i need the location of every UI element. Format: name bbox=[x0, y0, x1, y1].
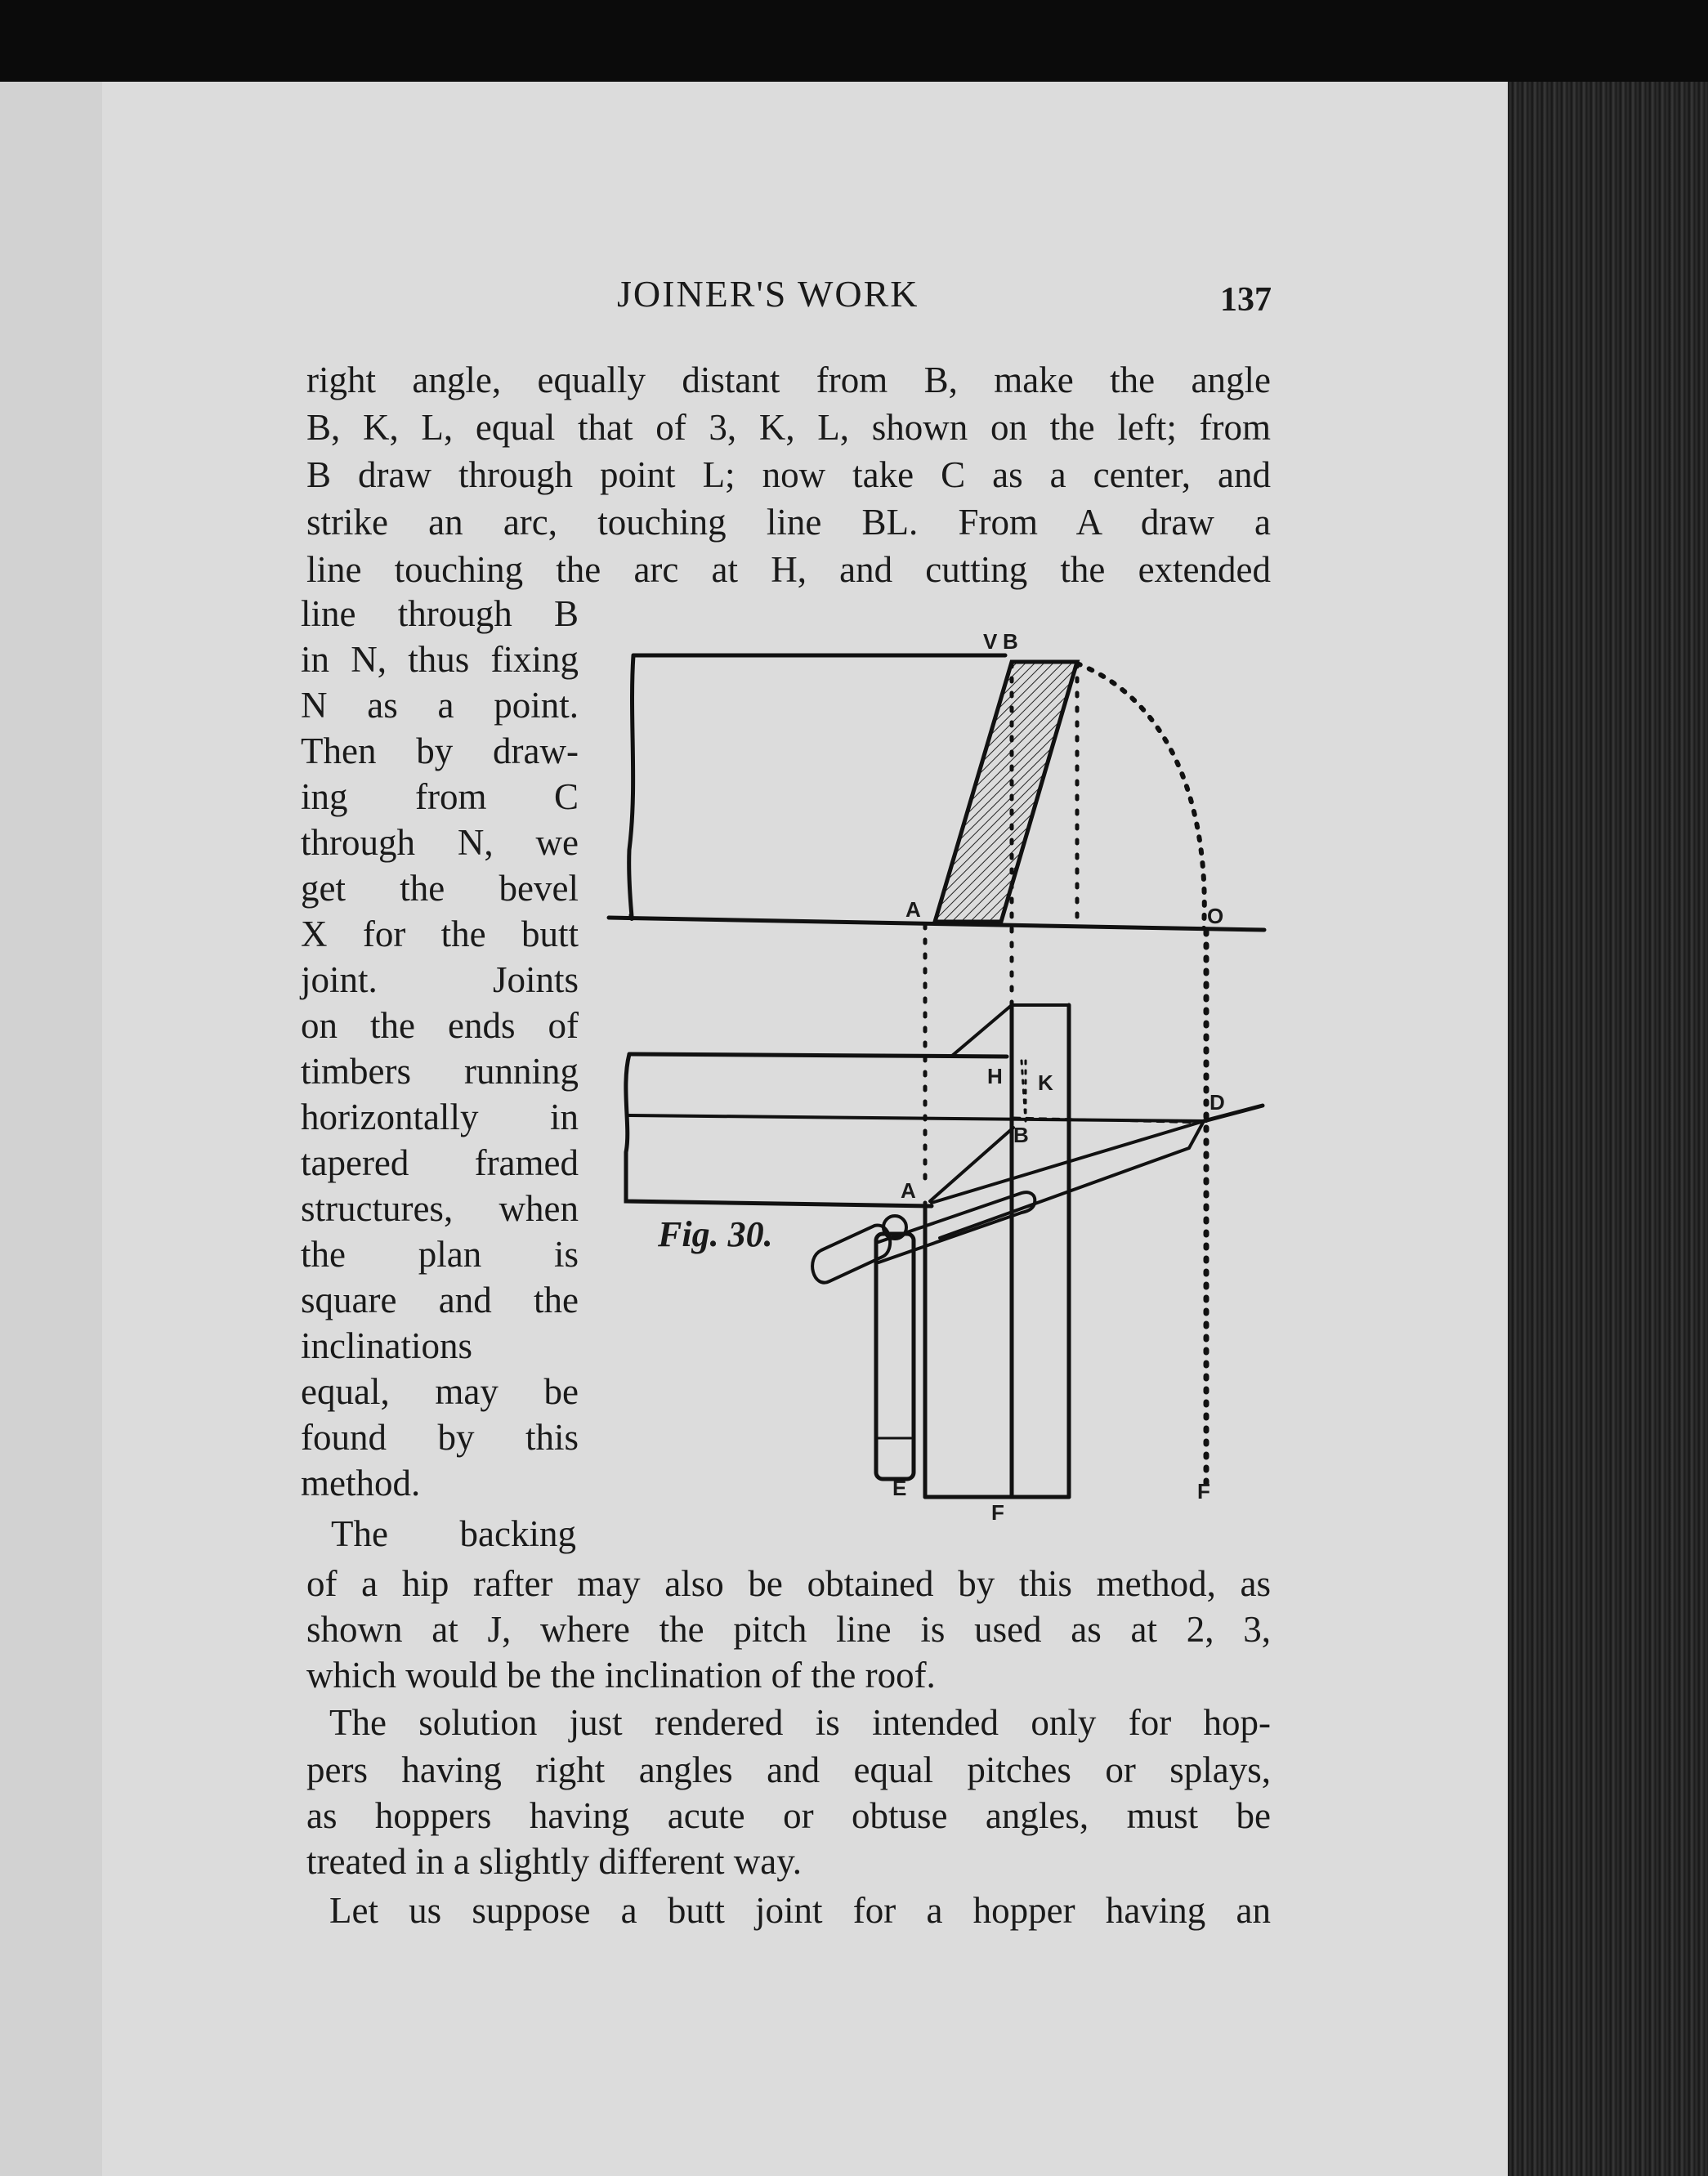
figure-label-e: E bbox=[892, 1476, 907, 1500]
text-line: B draw through point L; now take C as a center, and bbox=[306, 454, 1271, 495]
text-line: as hoppers having acute or obtuse angles, must be bbox=[306, 1795, 1271, 1836]
side-text-line: The backing bbox=[331, 1513, 576, 1554]
figure-caption: Fig. 30. bbox=[658, 1214, 773, 1254]
figure-label-d: D bbox=[1209, 1090, 1225, 1115]
side-text-line: structures, when bbox=[301, 1188, 579, 1229]
text-line: which would be the inclination of the roof. bbox=[306, 1655, 936, 1696]
facing-page-edge bbox=[0, 82, 107, 2176]
figure-30 bbox=[605, 621, 1271, 1536]
text-line: B, K, L, equal that of 3, K, L, shown on the left; from bbox=[306, 407, 1271, 448]
figure-label-a: A bbox=[905, 897, 921, 922]
side-text-line: inclinations bbox=[301, 1325, 472, 1366]
side-text-line: tapered framed bbox=[301, 1142, 579, 1183]
side-text-line: equal, may be bbox=[301, 1371, 579, 1412]
text-line: The solution just rendered is intended only for hop- bbox=[329, 1702, 1271, 1743]
text-line: of a hip rafter may also be obtained by this method, as bbox=[306, 1563, 1271, 1604]
side-text-line: X for the butt bbox=[301, 914, 579, 954]
figure-label-v: V bbox=[983, 629, 998, 654]
side-text-line: the plan is bbox=[301, 1234, 579, 1275]
side-text-line: N as a point. bbox=[301, 685, 579, 726]
side-text-line: ing from C bbox=[301, 776, 579, 817]
figure-label-b: B bbox=[1003, 629, 1018, 654]
side-text-line: timbers running bbox=[301, 1051, 579, 1092]
text-line: Let us suppose a butt joint for a hopper having an bbox=[329, 1890, 1271, 1931]
figure-30-drawing bbox=[605, 621, 1271, 1536]
side-text-line: through N, we bbox=[301, 822, 579, 863]
figure-label-h: H bbox=[987, 1064, 1003, 1088]
figure-label-a-mid: A bbox=[901, 1178, 916, 1203]
side-text-line: joint. Joints bbox=[301, 959, 579, 1000]
figure-label-b-mid: B bbox=[1013, 1123, 1029, 1147]
side-text-line: line through B bbox=[301, 593, 579, 634]
figure-label-k: K bbox=[1038, 1070, 1053, 1095]
text-line: right angle, equally distant from B, make the angle bbox=[306, 360, 1271, 400]
side-text-line: method. bbox=[301, 1463, 421, 1504]
side-text-line: square and the bbox=[301, 1280, 579, 1320]
page-number: 137 bbox=[1220, 281, 1272, 319]
side-text-line: on the ends of bbox=[301, 1005, 579, 1046]
side-text-line: in N, thus fixing bbox=[301, 639, 579, 680]
text-line: strike an arc, touching line BL. From A draw a bbox=[306, 502, 1271, 543]
book-fore-edge bbox=[1508, 82, 1708, 2176]
side-text-line: Then by draw- bbox=[301, 731, 579, 771]
text-line: line touching the arc at H, and cutting the extended bbox=[306, 549, 1271, 590]
text-line: pers having right angles and equal pitches or splays, bbox=[306, 1749, 1271, 1790]
side-text-line: horizontally in bbox=[301, 1097, 579, 1137]
figure-label-f-right: F bbox=[1197, 1479, 1210, 1504]
side-text-line: found by this bbox=[301, 1417, 579, 1458]
side-text-line: get the bevel bbox=[301, 868, 579, 909]
text-line: shown at J, where the pitch line is used as at 2, 3, bbox=[306, 1609, 1271, 1650]
figure-label-o: O bbox=[1207, 904, 1224, 928]
text-line: treated in a slightly different way. bbox=[306, 1841, 803, 1882]
running-head: JOINER'S WORK bbox=[617, 273, 919, 315]
figure-label-f: F bbox=[991, 1500, 1004, 1525]
